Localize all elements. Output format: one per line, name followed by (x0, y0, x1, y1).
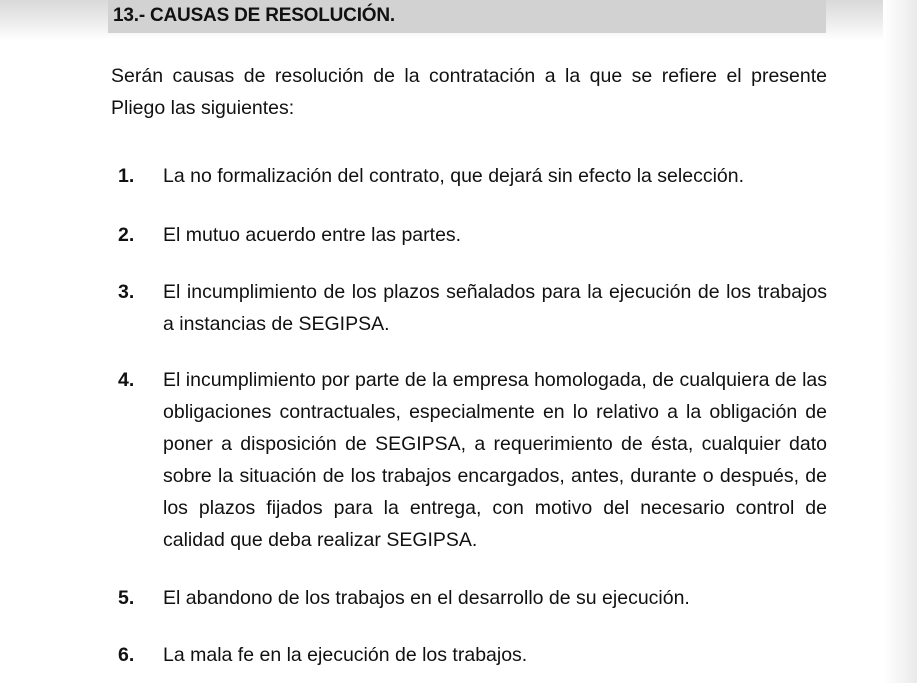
clause-number: 2. (118, 224, 135, 246)
clause-number: 1. (118, 165, 135, 187)
clause-number: 4. (118, 369, 135, 391)
clause-number: 5. (118, 587, 135, 609)
clause-text: El incumplimiento por parte de la empresa homologada, de cualquiera de las obligaciones contractuales, especialmente en lo relativo a la obligación de poner a disposición de SEGIPSA, a requerimiento de ésta, cualquier dato sobre la situación de los trabajos encargados, antes, durante o después, de los plazos fijados para la entrega, con motivo del necesario control de calidad que deba realizar SEGIPSA. (163, 369, 827, 551)
clause-number: 3. (118, 281, 135, 303)
clause-text: El mutuo acuerdo entre las partes. (163, 224, 462, 246)
section-heading: 13.- CAUSAS DE RESOLUCIÓN. (113, 5, 395, 26)
clause-text: El abandono de los trabajos en el desarrollo de su ejecución. (163, 587, 690, 609)
clause-text: El incumplimiento de los plazos señalados para la ejecución de los trabajos a instancias de SEGIPSA. (163, 281, 827, 335)
intro-paragraph: Serán causas de resolución de la contratación a la que se refiere el presente Pliego las siguientes: (111, 65, 827, 119)
clause-text: La no formalización del contrato, que dejará sin efecto la selección. (163, 165, 745, 187)
clause-number: 6. (118, 644, 135, 666)
clause-text: La mala fe en la ejecución de los trabajos. (163, 644, 528, 666)
